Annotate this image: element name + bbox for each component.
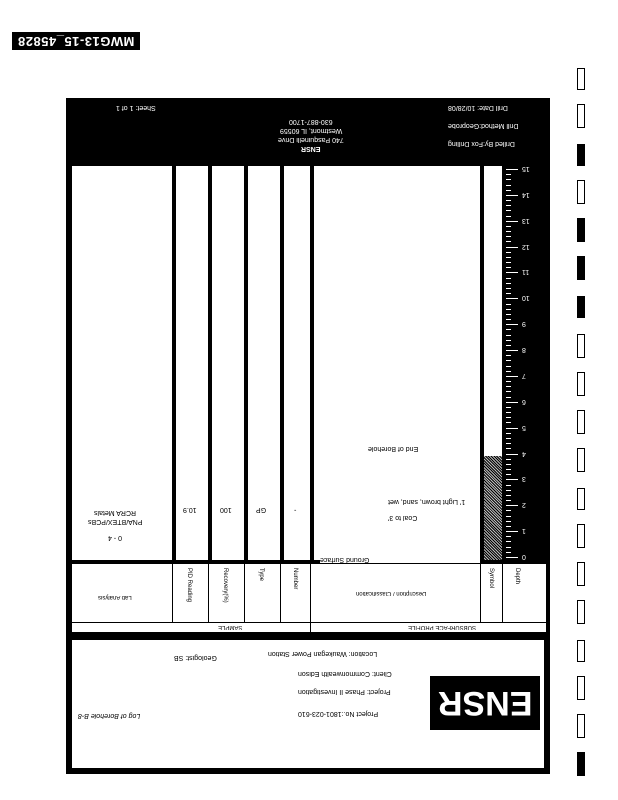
- edge-mark: [577, 68, 585, 90]
- lab-analysis-1: PNA/BTEX/PCBs: [88, 518, 143, 525]
- depth-tick: [506, 376, 518, 377]
- depth-minor-tick: [506, 495, 511, 496]
- edge-mark: [577, 562, 585, 586]
- depth-minor-tick: [506, 381, 511, 382]
- depth-tick-label: 0: [522, 553, 526, 560]
- depth-minor-tick: [506, 469, 511, 470]
- lab-header: Lab Analysis: [98, 594, 132, 600]
- company-address-1: 740 Pasquinelli Drive: [278, 136, 344, 143]
- type-column: [248, 166, 280, 560]
- company-phone: 630-887-1700: [289, 118, 333, 125]
- depth-tick-label: 7: [522, 371, 526, 379]
- client-name: Client: Commonwealth Edison: [298, 670, 392, 677]
- depth-minor-tick: [506, 547, 511, 548]
- depth-tick: [506, 272, 518, 273]
- depth-tick-label: 3: [522, 475, 526, 483]
- depth-minor-tick: [506, 464, 511, 465]
- depth-tick: [506, 221, 518, 222]
- geologist: Geologist: SB: [174, 654, 217, 661]
- depth-tick: [506, 402, 518, 403]
- drill-method: Drill Method:Geoprobe: [448, 122, 519, 129]
- depth-tick: [506, 247, 518, 248]
- depth-tick-label: 2: [522, 501, 526, 509]
- depth-tick-label: 6: [522, 397, 526, 405]
- project-name: Project: Phase II Investigation: [298, 688, 391, 695]
- depth-minor-tick: [506, 236, 511, 237]
- depth-tick: [506, 505, 518, 506]
- depth-tick: [506, 479, 518, 480]
- depth-tick-label: 8: [522, 346, 526, 354]
- depth-minor-tick: [506, 216, 511, 217]
- depth-minor-tick: [506, 304, 511, 305]
- lab-column: [72, 166, 172, 560]
- depth-tick-label: 4: [522, 449, 526, 457]
- depth-minor-tick: [506, 485, 511, 486]
- depth-header: Depth: [514, 568, 520, 585]
- edge-mark: [577, 334, 585, 358]
- project-number: Project No.:1801-023-610: [298, 710, 379, 717]
- depth-minor-tick: [506, 417, 511, 418]
- subsurface-profile-header: SUBSURFACE PROFILE: [408, 624, 477, 630]
- depth-minor-tick: [506, 541, 511, 542]
- depth-minor-tick: [506, 391, 511, 392]
- depth-minor-tick: [506, 459, 511, 460]
- sample-header: SAMPLE: [218, 624, 243, 630]
- pid-header: PID Reading: [186, 568, 192, 603]
- depth-axis: [506, 166, 546, 560]
- header-band: [68, 100, 548, 162]
- depth-tick-label: 14: [522, 190, 530, 198]
- depth-minor-tick: [506, 185, 511, 186]
- log-area: [68, 162, 548, 636]
- location: Location: Waukegan Power Station: [268, 650, 378, 657]
- edge-mark: [577, 600, 585, 624]
- depth-minor-tick: [506, 267, 511, 268]
- depth-tick: [506, 350, 518, 351]
- sample-pid: 10.9: [183, 506, 197, 513]
- sample-recovery: 100: [220, 506, 232, 513]
- pid-column: [176, 166, 208, 560]
- edge-mark: [577, 752, 585, 776]
- depth-minor-tick: [506, 386, 511, 387]
- depth-tick-label: 1: [522, 527, 526, 535]
- depth-minor-tick: [506, 397, 511, 398]
- type-header: Type: [258, 568, 264, 582]
- depth-minor-tick: [506, 448, 511, 449]
- depth-minor-tick: [506, 262, 511, 263]
- document-id: MWG13-15_45828: [12, 32, 140, 50]
- edge-mark: [577, 524, 585, 548]
- symbol-header: Symbol: [488, 568, 494, 589]
- depth-tick-label: 9: [522, 320, 526, 328]
- depth-minor-tick: [506, 526, 511, 527]
- depth-minor-tick: [506, 283, 511, 284]
- recovery-column: [212, 166, 244, 560]
- sample-number: -: [294, 506, 297, 513]
- edge-mark: [577, 488, 585, 510]
- depth-tick-label: 15: [522, 165, 530, 172]
- edge-mark: [577, 372, 585, 396]
- depth-minor-tick: [506, 179, 511, 180]
- edge-mark: [577, 256, 585, 280]
- ground-surface: Ground Surface: [320, 556, 480, 566]
- lab-analysis-2: RCRA Metals: [94, 509, 137, 516]
- depth-tick: [506, 324, 518, 325]
- depth-minor-tick: [506, 360, 511, 361]
- depth-minor-tick: [506, 252, 511, 253]
- depth-tick: [506, 428, 518, 429]
- depth-minor-tick: [506, 366, 511, 367]
- depth-tick: [506, 195, 518, 196]
- recovery-header: Recovery(%): [222, 568, 228, 603]
- edge-mark: [577, 676, 585, 700]
- depth-tick: [506, 454, 518, 455]
- depth-minor-tick: [506, 329, 511, 330]
- material-2: 1' Light brown, sand, wet: [388, 498, 466, 505]
- lab-depth: 0 - 4: [108, 534, 123, 541]
- depth-minor-tick: [506, 174, 511, 175]
- company-address-2: Westmont, IL 60559: [279, 127, 343, 134]
- depth-minor-tick: [506, 355, 511, 356]
- depth-minor-tick: [506, 314, 511, 315]
- depth-minor-tick: [506, 412, 511, 413]
- log-title: Log of Borehole B-8: [78, 712, 141, 719]
- depth-minor-tick: [506, 345, 511, 346]
- title-band: [68, 636, 548, 772]
- depth-minor-tick: [506, 293, 511, 294]
- material-1: Coal to 3': [388, 514, 418, 521]
- depth-minor-tick: [506, 490, 511, 491]
- depth-minor-tick: [506, 205, 511, 206]
- depth-minor-tick: [506, 422, 511, 423]
- edge-mark: [577, 296, 585, 318]
- depth-minor-tick: [506, 231, 511, 232]
- depth-minor-tick: [506, 226, 511, 227]
- depth-tick-label: 12: [522, 242, 530, 250]
- depth-tick-label: 13: [522, 216, 530, 224]
- depth-minor-tick: [506, 200, 511, 201]
- depth-minor-tick: [506, 438, 511, 439]
- depth-tick: [506, 557, 518, 558]
- depth-minor-tick: [506, 443, 511, 444]
- depth-tick: [506, 531, 518, 532]
- depth-minor-tick: [506, 309, 511, 310]
- edge-mark: [577, 218, 585, 242]
- sample-type: GP: [256, 506, 267, 513]
- depth-minor-tick: [506, 257, 511, 258]
- depth-minor-tick: [506, 319, 511, 320]
- end-of-borehole: End of Borehole: [368, 445, 419, 452]
- depth-minor-tick: [506, 536, 511, 537]
- sheet-label: Sheet: 1 of 1: [116, 104, 156, 111]
- description-header: Description / Classification: [356, 590, 427, 596]
- depth-minor-tick: [506, 371, 511, 372]
- depth-minor-tick: [506, 500, 511, 501]
- depth-minor-tick: [506, 335, 511, 336]
- edge-mark: [577, 144, 585, 166]
- number-column: [284, 166, 310, 560]
- depth-minor-tick: [506, 340, 511, 341]
- depth-minor-tick: [506, 552, 511, 553]
- depth-minor-tick: [506, 190, 511, 191]
- depth-tick-label: 11: [522, 268, 530, 276]
- depth-tick-label: 5: [522, 423, 526, 431]
- edge-mark: [577, 640, 585, 662]
- depth-tick: [506, 169, 518, 170]
- edge-mark: [577, 180, 585, 204]
- depth-minor-tick: [506, 516, 511, 517]
- depth-minor-tick: [506, 433, 511, 434]
- number-header: Number: [292, 568, 298, 590]
- depth-tick: [506, 298, 518, 299]
- edge-mark: [577, 448, 585, 472]
- depth-minor-tick: [506, 474, 511, 475]
- depth-minor-tick: [506, 278, 511, 279]
- edge-mark: [577, 714, 585, 738]
- edge-mark: [577, 410, 585, 434]
- depth-minor-tick: [506, 210, 511, 211]
- edge-mark: [577, 104, 585, 128]
- depth-minor-tick: [506, 407, 511, 408]
- depth-minor-tick: [506, 241, 511, 242]
- drill-date: Drill Date: 10/28/08: [448, 104, 508, 111]
- company-name: ENSR: [301, 145, 321, 152]
- symbol-fill: [484, 456, 502, 560]
- depth-minor-tick: [506, 521, 511, 522]
- depth-tick-label: 10: [522, 294, 530, 302]
- drilled-by: Drilled By:Fox Drilling: [448, 140, 515, 147]
- ensr-logo: ENSR: [430, 676, 540, 730]
- depth-minor-tick: [506, 510, 511, 511]
- depth-minor-tick: [506, 288, 511, 289]
